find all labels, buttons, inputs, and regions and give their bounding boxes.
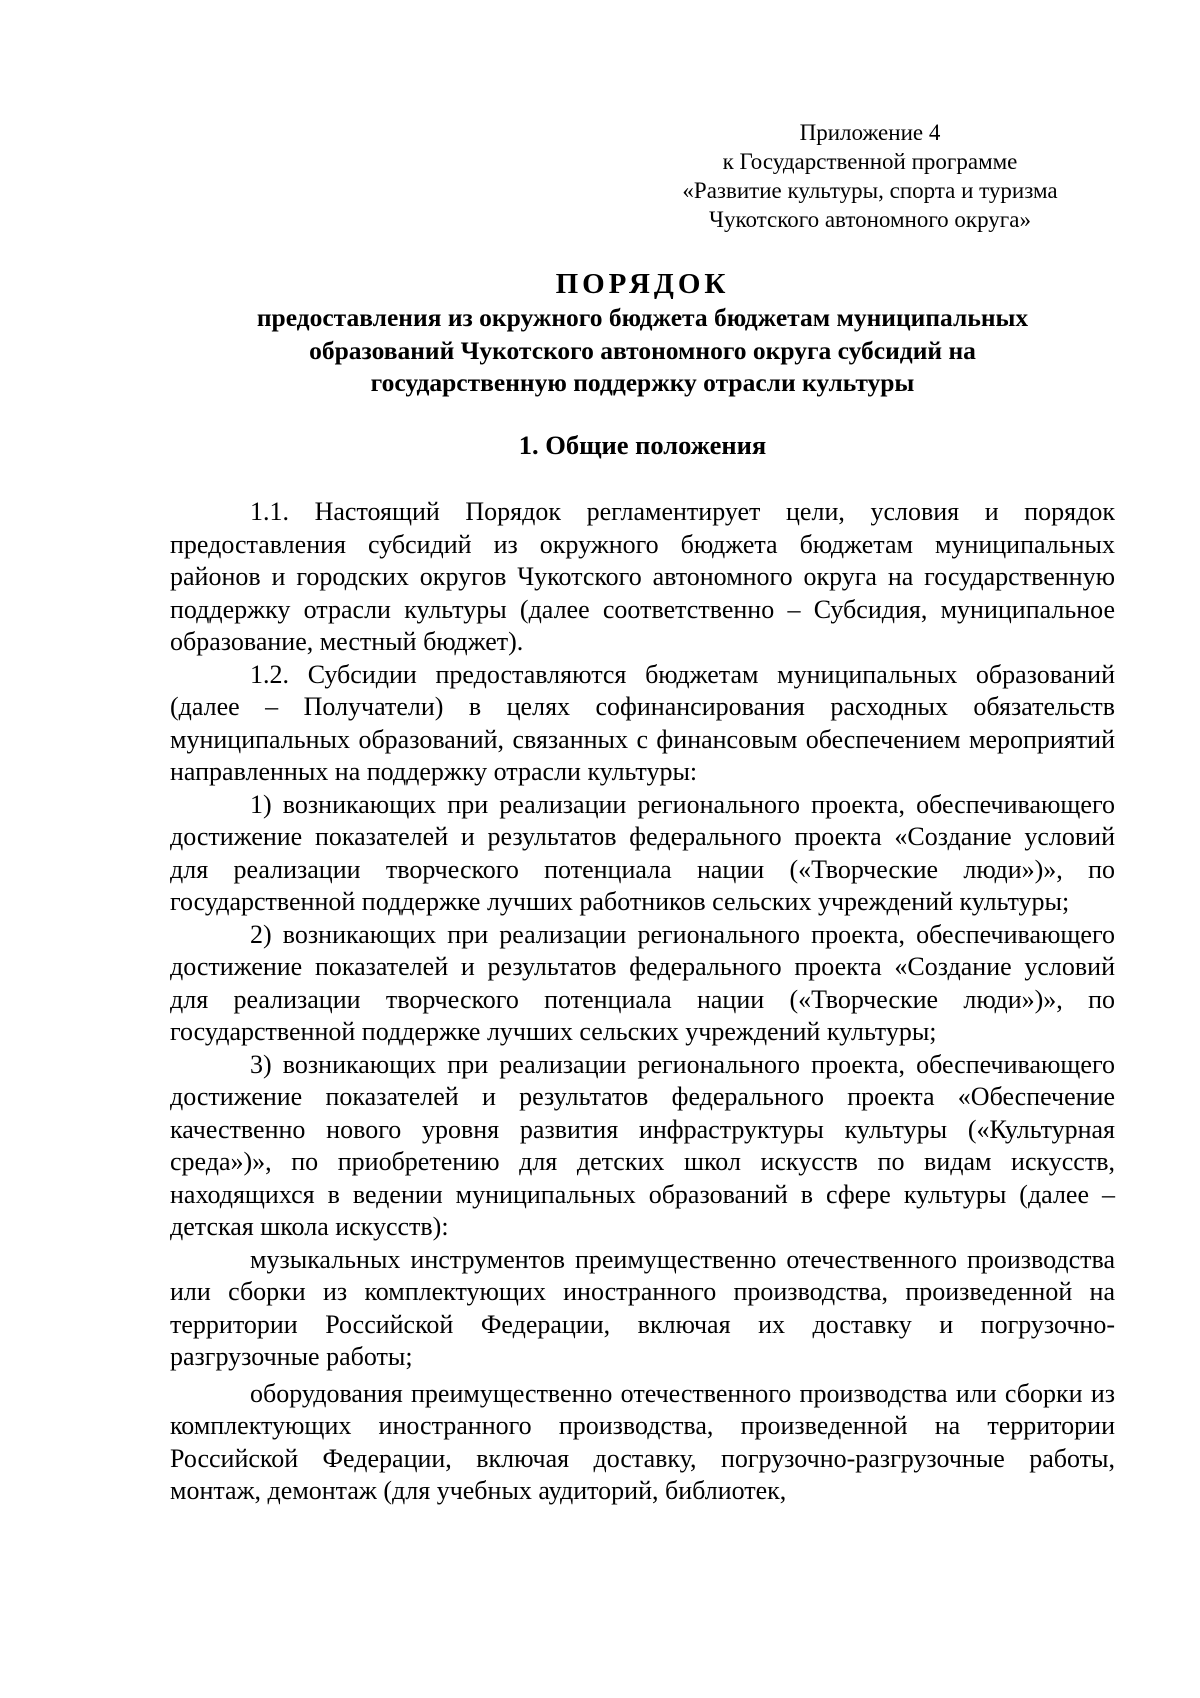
document-subtitle bbox=[170, 302, 1115, 400]
subtitle-line: государственную поддержку отрасли культуры bbox=[370, 368, 915, 397]
appendix-note bbox=[640, 118, 1100, 234]
subtitle-line: предоставления из окружного бюджета бюджетам муниципальных bbox=[256, 303, 1029, 332]
appendix-line: Чукотского автономного округа» bbox=[709, 207, 1031, 232]
document-body bbox=[170, 496, 1115, 1508]
list-item-2: 2) возникающих при реализации регионального проекта, обеспечивающего достижение показателей и результатов федерального проекта «Создание условий для реализации творческого потенциала нации («Творческие люди»)», по государственной поддержке лучших сельских учреждений культуры; bbox=[170, 919, 1115, 1046]
paragraph-musical-instruments: музыкальных инструментов преимущественно отечественного производства или сборки из комплектующих иностранного производства, произведенной на территории Российской Федерации, включая их доставку и погрузочно-разгрузочные работы; bbox=[170, 1244, 1115, 1371]
appendix-line: «Развитие культуры, спорта и туризма bbox=[682, 178, 1058, 203]
subtitle-line: образований Чукотского автономного округа субсидий на bbox=[309, 335, 976, 365]
paragraph-1-1: 1.1. Настоящий Порядок регламентирует цели, условия и порядок предоставления субсидий из окружного бюджета бюджетам муниципальных районов и городских округов Чукотского автономного округа на государственную поддержку отрасли культуры (далее соответственно – Субсидия, муниципальное образование, местный бюджет). bbox=[170, 497, 1115, 656]
document-title: ПОРЯДОК bbox=[555, 268, 730, 300]
list-item-3: 3) возникающих при реализации регионального проекта, обеспечивающего достижение показателей и результатов федерального проекта «Обеспечение качественно нового уровня развития инфраструктуры культуры («Культурная среда»)», по приобретению для детских школ искусств по видам искусств, находящихся в ведении муниципальных образований в сфере культуры (далее – детская школа искусств): bbox=[170, 1049, 1115, 1241]
paragraph-equipment: оборудования преимущественно отечественного производства или сборки из комплектующих иностранного производства, произведенной на территории Российской Федерации, включая доставку, погрузочно-разгрузочные работы, монтаж, демонтаж (для учебных аудиторий, библиотек, bbox=[170, 1378, 1115, 1505]
appendix-line: к Государственной программе bbox=[722, 149, 1018, 174]
appendix-line: Приложение 4 bbox=[799, 120, 941, 145]
document-title-block bbox=[170, 266, 1115, 400]
list-item-1: 1) возникающих при реализации регионального проекта, обеспечивающего достижение показателей и результатов федерального проекта «Создание условий для реализации творческого потенциала нации («Творческие люди»)», по государственной поддержке лучших работников сельских учреждений культуры; bbox=[170, 789, 1115, 916]
section-heading: 1. Общие положения bbox=[518, 430, 767, 460]
paragraph-1-2: 1.2. Субсидии предоставляются бюджетам муниципальных образований (далее – Получатели) в целях софинансирования расходных обязательств муниципальных образований, связанных с финансовым обеспечением мероприятий направленных на поддержку отрасли культуры: bbox=[170, 659, 1115, 786]
